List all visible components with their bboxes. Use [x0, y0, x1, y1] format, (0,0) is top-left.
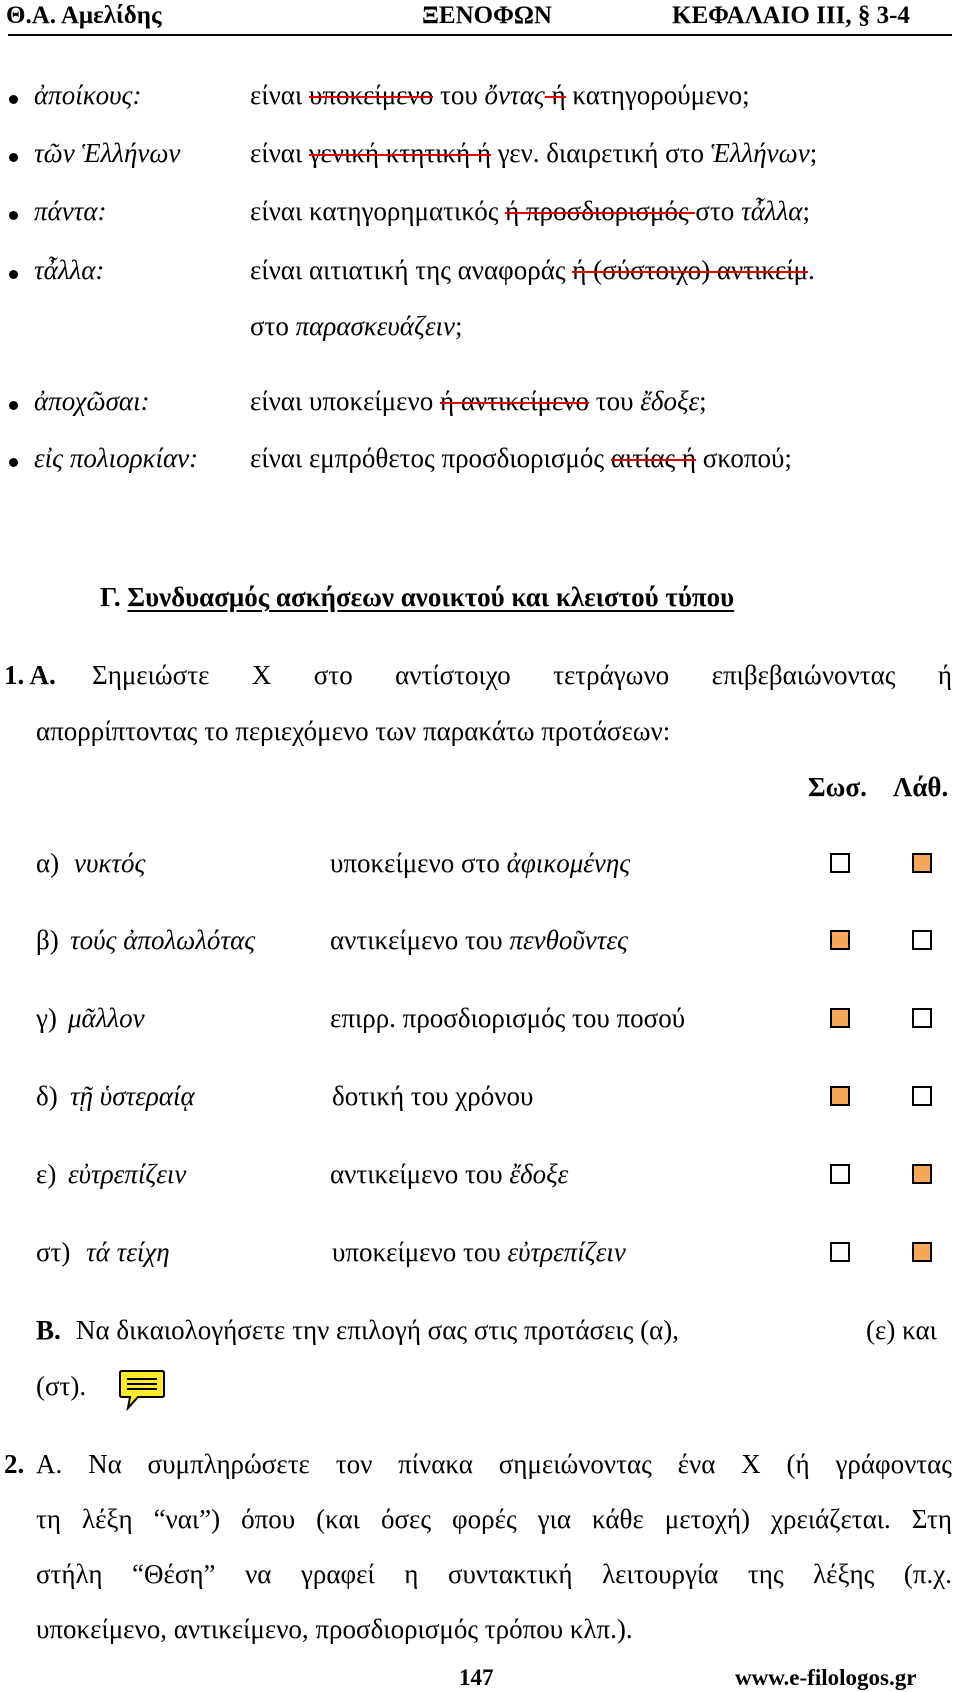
item-word: μᾶλλον: [68, 1003, 145, 1033]
struck-text: υποκείμενο: [308, 80, 434, 110]
item-label: α): [36, 848, 60, 878]
exercise-1-instruction: Σημειώστε Χ στο αντίστοιχο τετράγωνο επιβεβαιώνοντας ή: [92, 660, 952, 690]
bullet: [9, 270, 18, 279]
item-description: αντικείμενο του ἔδοξε: [330, 1159, 569, 1189]
exercise-2-line-1: Α. Να συμπληρώσετε τον πίνακα σημειώνοντας ένα Χ (ή γράφοντας: [36, 1449, 952, 1479]
analysis-term: τῶν Ἑλλήνων: [34, 138, 181, 168]
struck-text: ή: [544, 80, 566, 110]
header-chapter: ΚΕΦΑΛΑΙΟ ΙΙΙ, § 3-4: [672, 2, 910, 29]
bullet: [9, 153, 18, 162]
bullet: [9, 95, 18, 104]
checkbox-correct[interactable]: [830, 1242, 850, 1262]
item-word: τούς ἀπολωλότας: [70, 925, 256, 955]
analysis-term: εἰς πολιορκίαν:: [34, 443, 199, 473]
comment-icon[interactable]: [118, 1368, 166, 1412]
header-title: ΞΕΝΟΦΩΝ: [422, 2, 552, 29]
item-description: επιρρ. προσδιορισμός του ποσού: [330, 1003, 686, 1033]
item-description: δοτική του χρόνου: [332, 1081, 534, 1111]
analysis-term: ἀποχῶσαι:: [34, 386, 150, 416]
analysis-term: ἀποίκους:: [34, 80, 142, 110]
checkbox-correct[interactable]: [830, 853, 850, 873]
analysis-text: είναι γενική κτητική ή γεν. διαιρετική στο Ἑλλήνων;: [250, 138, 818, 168]
analysis-text: είναι κατηγορηματικός ή προσδιορισμός στο τἆλλα;: [250, 196, 810, 226]
checkbox-wrong[interactable]: [912, 1164, 932, 1184]
item-label: β): [36, 925, 59, 955]
checkbox-correct[interactable]: [830, 1086, 850, 1106]
column-header-wrong: Λάθ.: [893, 772, 949, 802]
checkbox-correct[interactable]: [830, 1008, 850, 1028]
part-b-text: Να δικαιολογήσετε την επιλογή σας στις προτάσεις (α),: [76, 1315, 680, 1345]
item-word: εὐτρεπίζειν: [68, 1159, 187, 1189]
exercise-2-number: 2.: [4, 1449, 25, 1479]
analysis-text: είναι υποκείμενο του ὄντας ή κατηγορούμενο;: [250, 80, 750, 110]
struck-text: αιτίας ή: [610, 443, 697, 473]
bullet: [9, 401, 18, 410]
analysis-text: είναι αιτιατική της αναφοράς ή (σύστοιχο) αντικείμ.: [250, 255, 815, 285]
item-word: τά τείχη: [86, 1237, 170, 1267]
page-number: 147: [459, 1665, 494, 1690]
header-rule: [8, 34, 952, 36]
item-description: υποκείμενο του εὐτρεπίζειν: [332, 1237, 626, 1267]
struck-text: γενική κτητική ή: [308, 138, 492, 168]
item-word: νυκτός: [74, 848, 146, 878]
checkbox-wrong[interactable]: [912, 1242, 932, 1262]
checkbox-wrong[interactable]: [912, 1008, 932, 1028]
checkbox-correct[interactable]: [830, 930, 850, 950]
checkbox-wrong[interactable]: [912, 1086, 932, 1106]
item-label: δ): [36, 1081, 58, 1111]
struck-text: ή (σύστοιχο) αντικείμ: [572, 255, 809, 285]
analysis-term: τἆλλα:: [34, 255, 105, 285]
exercise-2-line-4: υποκείμενο, αντικείμενο, προσδιορισμός τρόπου κλπ.).: [36, 1614, 633, 1644]
item-description: υποκείμενο στο ἀφικομένης: [330, 848, 631, 878]
item-word: τῇ ὑστεραίᾳ: [70, 1081, 195, 1111]
item-description: αντικείμενο του πενθοῦντες: [330, 925, 628, 955]
part-b-label: Β.: [36, 1315, 61, 1345]
struck-text: ή προσδιορισμός: [505, 196, 696, 226]
analysis-text: είναι υποκείμενο ή αντικείμενο του ἔδοξε;: [250, 386, 707, 416]
exercise-2-line-3: στήλη “Θέση” να γραφεί η συντακτική λειτουργία της λέξης (π.χ.: [36, 1559, 952, 1589]
item-label: στ): [36, 1237, 71, 1267]
checkbox-correct[interactable]: [830, 1164, 850, 1184]
header-author: Θ.Α. Αμελίδης: [6, 2, 162, 29]
analysis-text: είναι εμπρόθετος προσδιορισμός αιτίας ή σκοπού;: [250, 443, 792, 473]
struck-text: ή αντικείμενο: [439, 386, 590, 416]
part-b-text-continued: (στ).: [36, 1371, 87, 1401]
checkbox-wrong[interactable]: [912, 930, 932, 950]
analysis-text-continued: στο παρασκευάζειν;: [250, 311, 463, 341]
bullet: [9, 458, 18, 467]
bullet: [9, 211, 18, 220]
column-header-correct: Σωσ.: [808, 772, 867, 802]
footer-website: www.e-filologos.gr: [735, 1665, 917, 1690]
section-heading: Γ. Συνδυασμός ασκήσεων ανοικτού και κλειστού τύπου: [100, 582, 735, 612]
part-b-text-tail: (ε) και: [866, 1315, 937, 1345]
exercise-1-number: 1. Α.: [4, 660, 56, 690]
item-label: γ): [36, 1003, 57, 1033]
section-title: Συνδυασμός ασκήσεων ανοικτού και κλειστού τύπου: [127, 582, 735, 612]
item-label: ε): [36, 1159, 57, 1189]
checkbox-wrong[interactable]: [912, 853, 932, 873]
exercise-2-line-2: τη λέξη “ναι”) όπου (και όσες φορές για κάθε μετοχή) χρειάζεται. Στη: [36, 1504, 952, 1534]
analysis-term: πάντα:: [34, 196, 107, 226]
exercise-1-instruction-continued: απορρίπτοντας το περιεχόμενο των παρακάτω προτάσεων:: [36, 716, 671, 746]
